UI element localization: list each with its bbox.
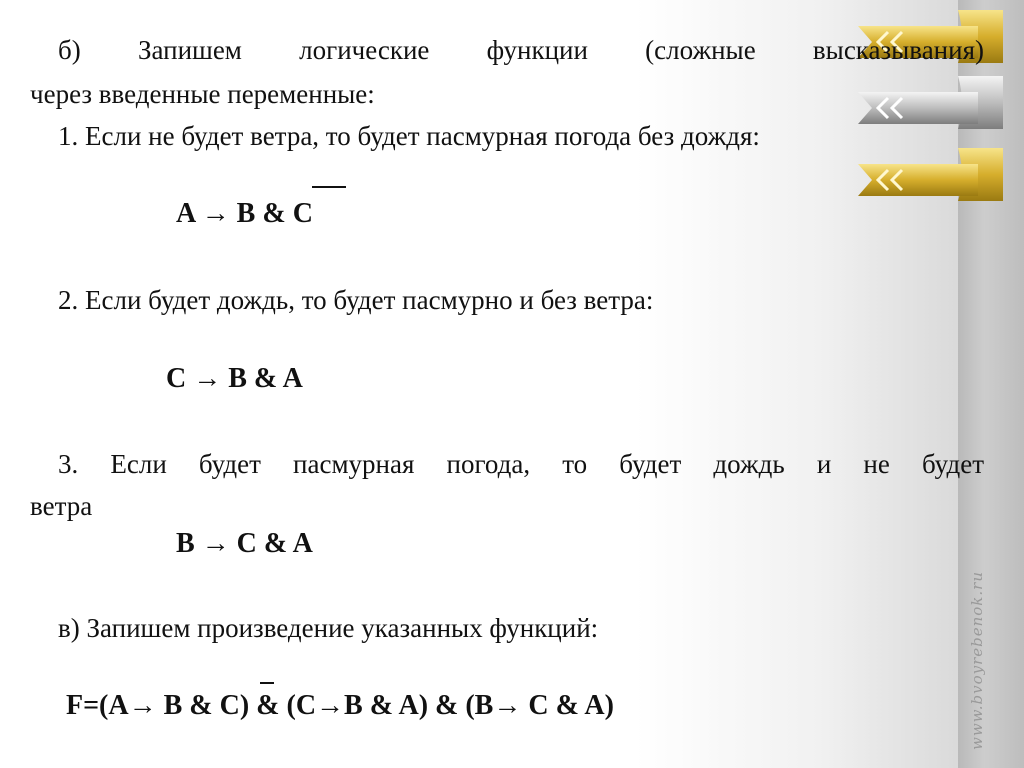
b-intro-line2: через введенные переменные: — [30, 79, 375, 109]
formula-1 — [176, 198, 313, 230]
formula-product — [66, 690, 614, 722]
formula-2: C → B & A — [166, 363, 303, 394]
v-intro: в) Запишем произведение указанных функций: — [58, 613, 599, 643]
formula-product-negated: C — [219, 690, 240, 721]
formula-product-suffix: ) & (C→B & A) & (B→ C & A) — [239, 690, 614, 721]
gold-ribbon-lower-icon — [858, 146, 1008, 206]
item1-text: 1. Если не будет ветра, то будет пасмурная погода без дождя: — [58, 121, 760, 151]
watermark: www.bvoyrebenok.ru — [968, 571, 986, 750]
formula-3: B → C & A — [176, 528, 313, 559]
formula-1-left: A → B & — [176, 198, 293, 229]
formula-product-prefix: F=(A→ B & — [66, 690, 220, 721]
item3-line1: 3. Если будет пасмурная погода, то будет дождь и не будет — [58, 449, 984, 479]
formula-1-negation-bar — [312, 166, 346, 188]
formula-1-negated: C — [292, 198, 313, 229]
formula-product-negation-bar — [260, 666, 274, 684]
item2-text: 2. Если будет дождь, то будет пасмурно и без ветра: — [58, 285, 654, 315]
item3-line2: ветра — [30, 491, 93, 521]
b-intro-line1: б) Запишем логические функции (сложные высказывания) — [58, 35, 984, 65]
